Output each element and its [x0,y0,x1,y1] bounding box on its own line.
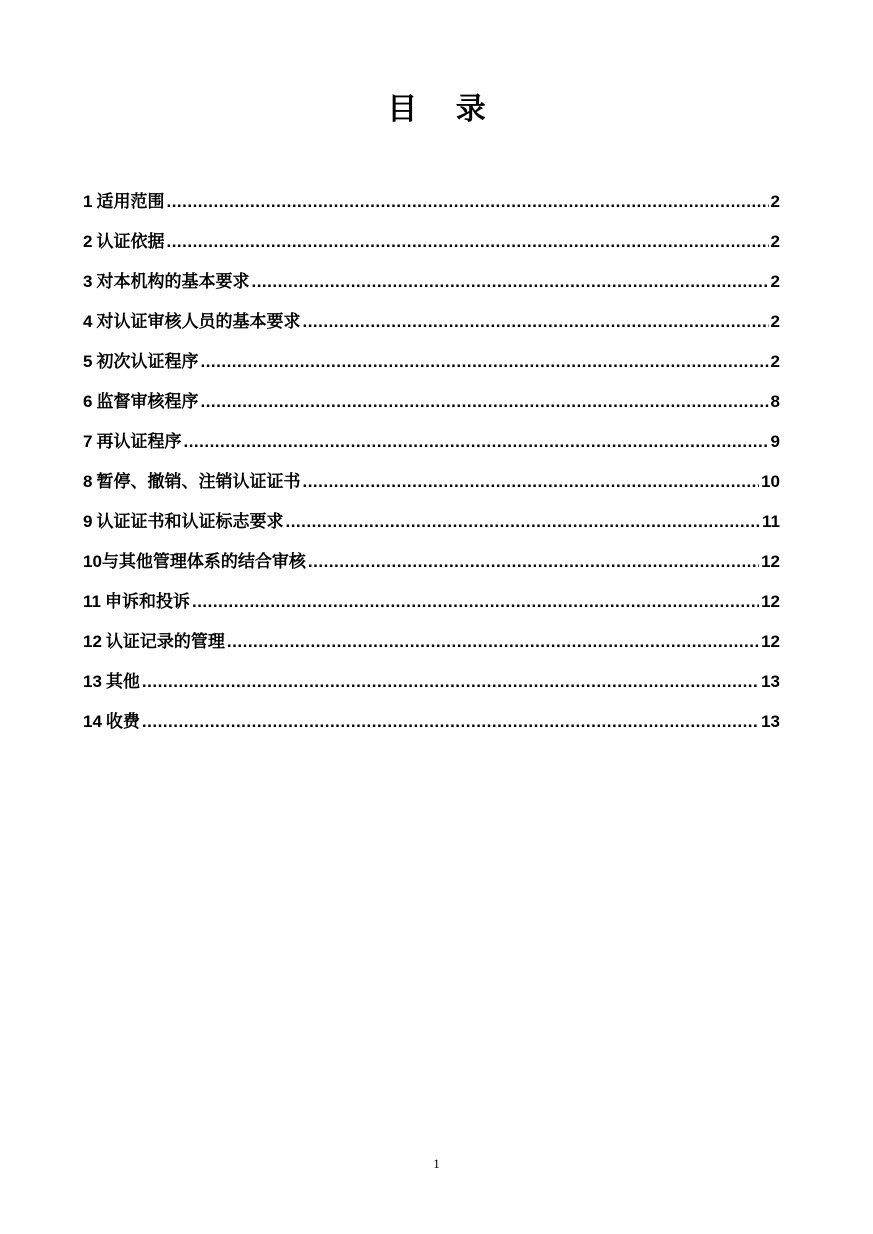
toc-entry-11[interactable] [83,588,780,628]
toc-entry-title: 对本机构的基本要求 [96,272,250,292]
dot-leader [200,348,768,376]
toc-entry-page: 10 [761,472,780,491]
toc-entry-page: 2 [770,312,780,331]
toc-entry-number: 12 [83,632,102,651]
toc-entry-label [83,708,140,736]
toc-entry-number: 8 [83,472,93,491]
toc-entry-title: 暂停、撤销、注销认证证书 [96,472,301,492]
toc-entry-page: 2 [770,272,780,291]
toc-entry-title: 初次认证程序 [96,352,199,372]
toc-entry-page: 2 [770,352,780,371]
toc-entry-title: 再认证程序 [96,432,182,452]
toc-entry-number: 7 [83,432,93,451]
dot-leader [183,428,768,456]
toc-entry-page: 11 [762,512,780,531]
toc-entry-label [83,348,198,376]
dot-leader [251,268,768,296]
toc-entry-number: 9 [83,512,93,531]
toc-entry-12[interactable] [83,628,780,668]
dot-leader [302,308,768,336]
toc-entry-label [83,228,164,256]
dot-leader [166,228,768,256]
toc-entry-label [83,268,249,296]
toc-entry-label [83,308,300,336]
toc-entry-title: 对认证审核人员的基本要求 [96,312,301,332]
toc-entry-page: 13 [761,712,780,731]
dot-leader [142,668,759,696]
page-title: 目 录 [387,92,500,127]
toc-entry-title: 申诉和投诉 [104,592,190,612]
toc-entry-7[interactable] [83,428,780,468]
toc-entry-13[interactable] [83,668,780,708]
dot-leader [166,188,768,216]
dot-leader [142,708,759,736]
toc-entry-title: 认证依据 [96,232,165,252]
toc-entry-1[interactable] [83,188,780,228]
toc-entry-6[interactable] [83,388,780,428]
toc-entry-8[interactable] [83,468,780,508]
toc-entry-3[interactable] [83,268,780,308]
toc-entry-page: 13 [761,672,780,691]
toc-entry-4[interactable] [83,308,780,348]
toc-entry-label [83,388,198,416]
toc-entry-number: 3 [83,272,93,291]
toc-entry-label [83,668,140,696]
toc-entry-number: 6 [83,392,93,411]
toc-entry-page: 12 [761,552,780,571]
toc-entry-page: 8 [770,392,780,411]
toc-entry-number: 4 [83,312,93,331]
toc-entry-title: 认证证书和认证标志要求 [96,512,284,532]
toc-entry-label [83,628,225,656]
toc-entry-page: 2 [770,232,780,251]
toc-entry-page: 9 [770,432,780,451]
toc-entry-title: 认证记录的管理 [105,632,225,652]
toc-entry-number: 5 [83,352,93,371]
dot-leader [285,508,760,536]
toc-entry-number: 14 [83,712,102,731]
toc-entry-title: 监督审核程序 [96,392,199,412]
toc-entry-5[interactable] [83,348,780,388]
toc-entry-14[interactable] [83,708,780,748]
toc-entry-title: 适用范围 [96,192,165,212]
toc-entry-9[interactable] [83,508,780,548]
dot-leader [192,588,759,616]
toc-entry-number: 11 [83,592,101,611]
page-number: 1 [433,1156,440,1171]
toc-entry-label [83,508,283,536]
toc-entry-number: 1 [83,192,93,211]
toc-entry-page: 12 [761,592,780,611]
toc-entry-title: 收费 [105,712,140,732]
toc-entry-number: 2 [83,232,93,251]
toc-entry-10[interactable] [83,548,780,588]
dot-leader [200,388,768,416]
toc-entry-title: 其他 [105,672,140,692]
toc-entry-number: 10 [83,552,102,571]
dot-leader [308,548,759,576]
toc-entry-page: 12 [761,632,780,651]
toc-entry-label [83,588,190,616]
dot-leader [227,628,759,656]
toc-entry-page: 2 [770,192,780,211]
toc-entry-label [83,428,181,456]
toc-entry-2[interactable] [83,228,780,268]
table-of-contents [83,188,780,748]
toc-entry-number: 13 [83,672,102,691]
toc-entry-label [83,188,164,216]
toc-entry-label [83,548,306,576]
toc-entry-label [83,468,300,496]
toc-entry-title: 与其他管理体系的结合审核 [101,552,306,572]
dot-leader [302,468,759,496]
